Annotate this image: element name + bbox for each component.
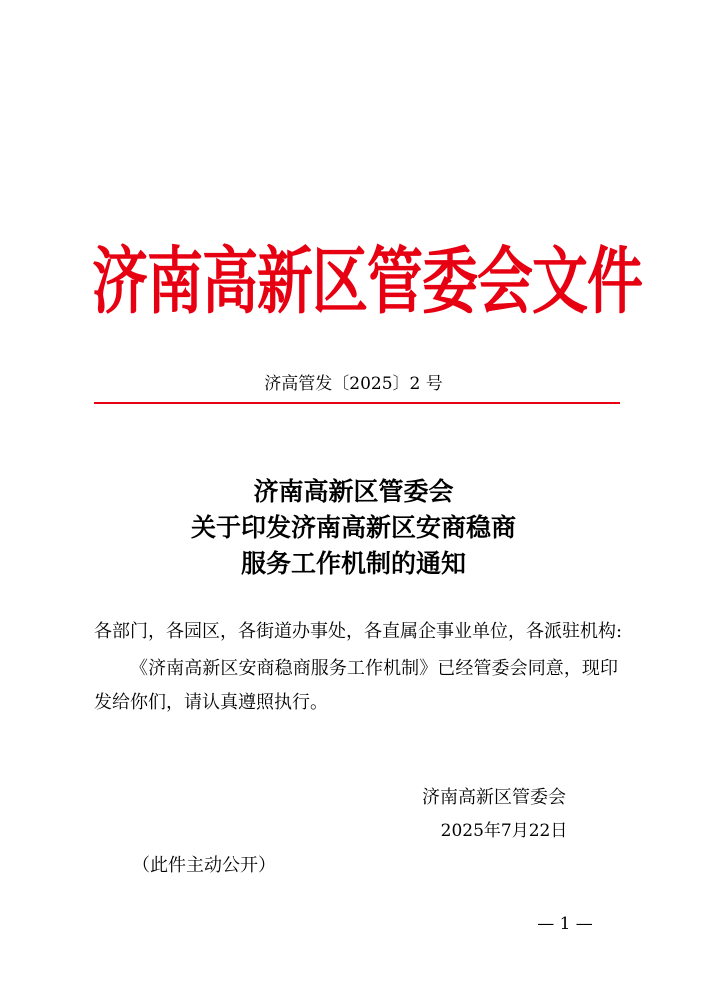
issuing-authority: 济南高新区管委会 <box>422 787 566 808</box>
document-masthead: 济南高新区管委会文件 <box>92 240 642 325</box>
salutation: 各部门，各园区，各街道办事处，各直属企事业单位，各派驻机构: <box>94 621 623 642</box>
page-number: — 1 — <box>537 914 593 934</box>
document-title <box>92 474 615 582</box>
issue-date: 2025年7月22日 <box>440 821 568 841</box>
red-separator-rule <box>94 402 620 404</box>
title-line-3: 服务工作机制的通知 <box>240 549 466 578</box>
title-line-2: 关于印发济南高新区安商稳商 <box>190 513 516 542</box>
disclosure-note: （此件主动公开） <box>132 855 276 876</box>
title-line-1: 济南高新区管委会 <box>253 477 454 506</box>
document-number: 济高管发〔2025〕2 号 <box>264 374 443 394</box>
body-paragraph: 《济南高新区安商稳商服务工作机制》已经管委会同意，现印发给你们，请认真遵照执行。 <box>94 658 618 713</box>
